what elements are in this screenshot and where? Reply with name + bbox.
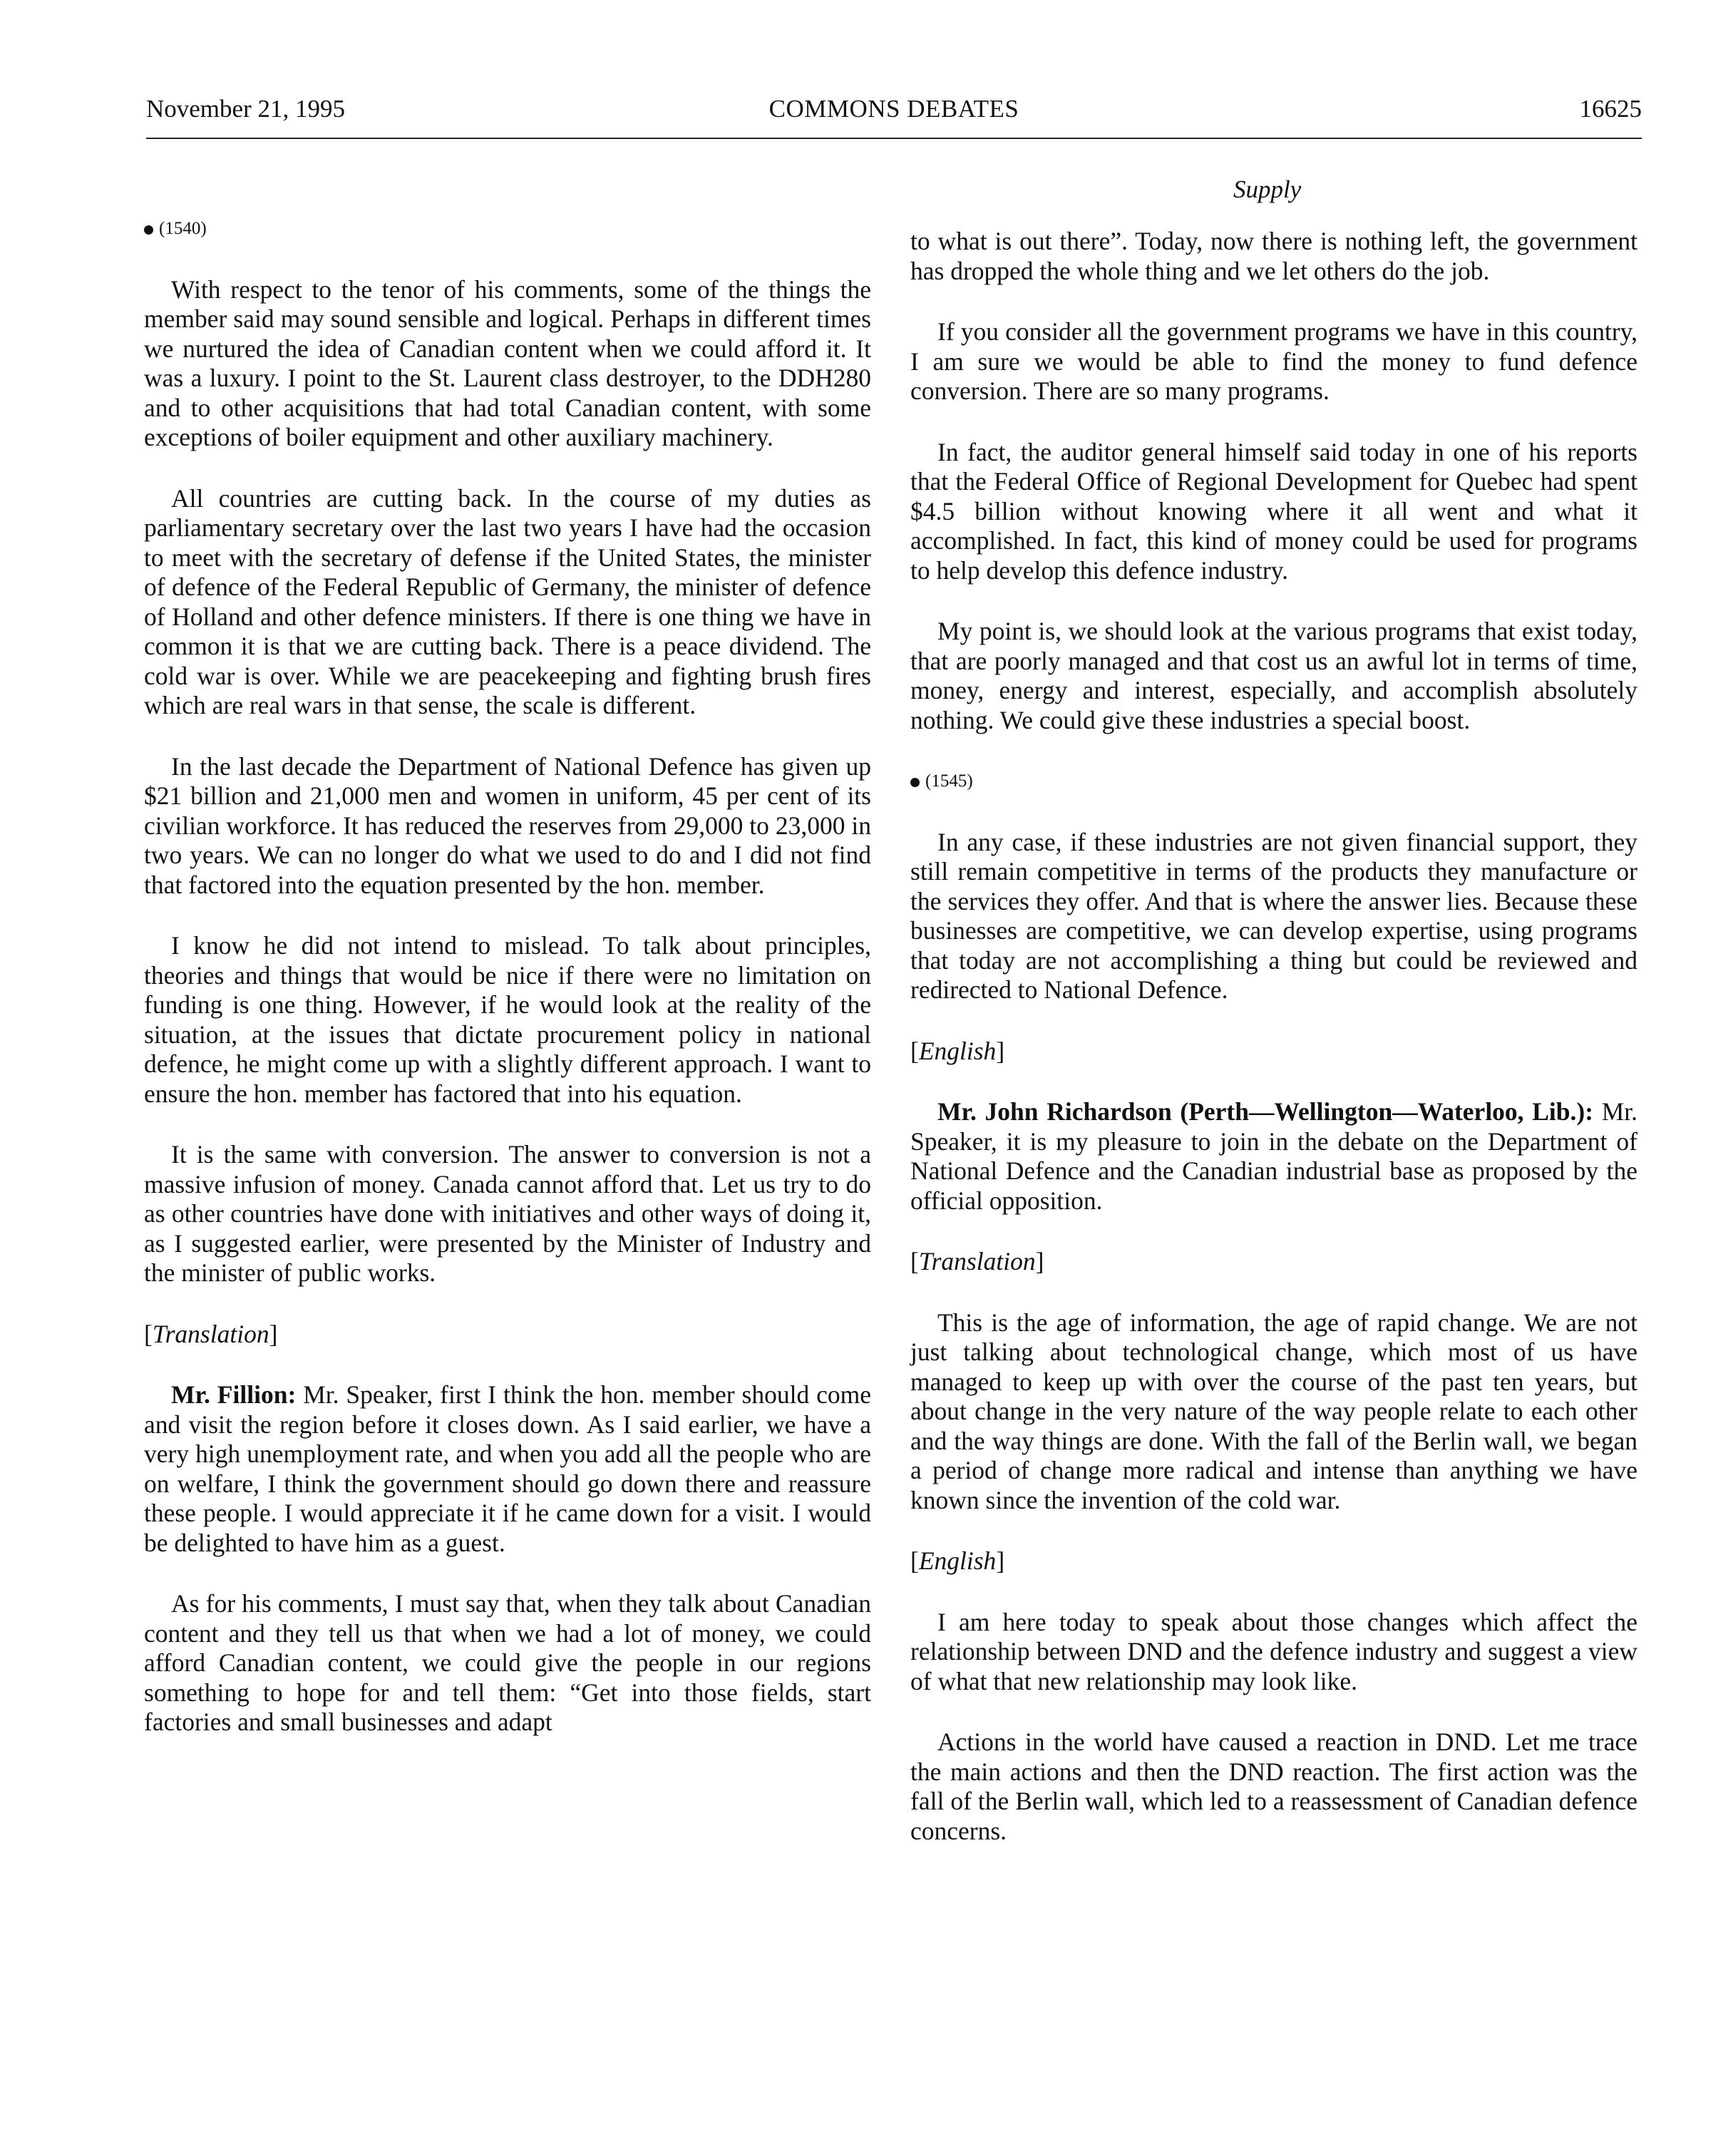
paragraph: In the last decade the Department of National Defence has given up $21 billion and 21,000 men and women in uniform, 45 per cent of its civilian workforce. It has reduced the reserves from 29,000 to 23,000 in two years. We can no longer do what we used to do and I did not find that factored into the equation presented by the hon. member.: [144, 751, 871, 899]
time-marker: [144, 214, 871, 244]
speech-paragraph: [144, 1380, 871, 1558]
language-note: [Translation]: [144, 1319, 278, 1348]
language-note: [Translation]: [910, 1247, 1044, 1275]
language-note: [English]: [910, 1546, 1005, 1575]
language-note: [English]: [910, 1036, 1005, 1065]
language-note-text: English: [918, 1036, 997, 1065]
language-note-text: Translation: [152, 1319, 269, 1348]
page-header: [146, 95, 1642, 135]
paragraph-continued: to what is out there”. Today, now there is nothing left, the government has dropped the whole thing and we let others do the job.: [910, 227, 1637, 285]
time-marker-text: (1540): [159, 219, 207, 238]
paragraph: Actions in the world have caused a reaction in DND. Let me trace the main actions and then the DND reaction. The first action was the fall of the Berlin wall, which led to a reassessment of Canadian defence concerns.: [910, 1728, 1637, 1845]
time-marker: [910, 766, 1637, 796]
running-head: Supply: [1233, 175, 1302, 203]
header-rule: [146, 138, 1642, 139]
speech-paragraph: [910, 1097, 1637, 1216]
paragraph: In any case, if these industries are not given financial support, they still remain competitive in terms of the products they manufacture or the services they offer. And that is where the answer lies. Because these businesses are competitive, we can develop expertise, using programs that today are not accomplishing a thing but could be reviewed and redirected to National Defence.: [910, 827, 1637, 1004]
paragraph: With respect to the tenor of his comments, some of the things the member said may sound sensible and logical. Perhaps in different times we nurtured the idea of Canadian content when we could afford it. It was a luxury. I point to the St. Laurent class destroyer, to the DDH280 and to other acquisitions that had total Canadian content, with some exceptions of boiler equipment and other auxiliary machinery.: [144, 274, 871, 451]
time-marker-text: (1545): [925, 771, 973, 791]
paragraph: I am here today to speak about those changes which affect the relationship between DND and the defence industry and suggest a view of what that new relationship may look like.: [910, 1607, 1637, 1695]
left-column: [144, 214, 871, 1769]
paragraph: This is the age of information, the age of rapid change. We are not just talking about technological change, which most of us have managed to keep up with over the course of the past ten years, but about change in the very nature of the way people relate to each other and the way things are done. With the fall of the Berlin wall, we began a period of change more radical and intense than anything we have known since the invention of the cold war.: [910, 1308, 1637, 1514]
paragraph: In fact, the auditor general himself said today in one of his reports that the Federal Office of Regional Development for Quebec had spent $4.5 billion without knowing where it all went and what it accomplished. In fact, this kind of money could be used for programs to help develop this defence industry.: [910, 437, 1637, 585]
paragraph: It is the same with conversion. The answer to conversion is not a massive infusion of money. Canada cannot afford that. Let us try to do as other countries have done with initiatives and other ways of doing it, as I suggested earlier, were presented by the Minister of Industry and the minister of public works.: [144, 1140, 871, 1287]
paragraph: My point is, we should look at the various programs that exist today, that are poorly managed and that cost us an awful lot in terms of time, money, energy and interest, especially, and accomplish absolutely nothing. We could give these industries a special boost.: [910, 617, 1637, 734]
language-note-text: English: [918, 1546, 997, 1575]
right-column: [910, 227, 1637, 1877]
speech-text: Mr. Speaker, first I think the hon. member should come and visit the region before it closes down. As I said earlier, we have a very high unemployment rate, and when you add all the people who are on welfare, I think the government should go down there and reassure these people. I would appreciate it if he came down for a visit. I would be delighted to have him as a guest.: [144, 1380, 871, 1557]
header-date: November 21, 1995: [146, 95, 345, 123]
header-title: COMMONS DEBATES: [768, 95, 1019, 123]
language-note-text: Translation: [918, 1247, 1036, 1275]
bullet-icon: [910, 778, 920, 787]
paragraph: All countries are cutting back. In the course of my duties as parliamentary secretary over the last two years I have had the occasion to meet with the secretary of defense if the United States, the minister of defence of the Federal Republic of Germany, the minister of defence of Holland and other defence ministers. If there is one thing we have in common it is that we are cutting back. There is a peace dividend. The cold war is over. While we are peacekeeping and fighting brush fires which are real wars in that sense, the scale is different.: [144, 483, 871, 719]
speech-text: Mr. Speaker, it is my pleasure to join in the debate on the Department of National Defence and the Canadian industrial base as proposed by the official opposition.: [910, 1097, 1638, 1215]
paragraph: If you consider all the government programs we have in this country, I am sure we would be able to find the money to fund defence conversion. There are so many programs.: [910, 317, 1637, 405]
header-page-number: 16625: [1579, 95, 1642, 123]
bullet-icon: [144, 225, 153, 235]
paragraph: As for his comments, I must say that, when they talk about Canadian content and they tell us that when we had a lot of money, we could afford Canadian content, we could give the people in our regions something to hope for and tell them: “Get into those fields, start factories and small businesses and adapt: [144, 1589, 871, 1736]
paragraph: I know he did not intend to mislead. To talk about principles, theories and things that would be nice if there were no limitation on funding is one thing. However, if he would look at the reality of the situation, at the issues that dictate procurement policy in national defence, he might come up with a slightly different approach. I want to ensure the hon. member has factored that into his equation.: [144, 931, 871, 1108]
speaker-name: Mr. John Richardson (Perth—Wellington—Waterloo, Lib.):: [937, 1097, 1594, 1126]
speaker-name: Mr. Fillion:: [171, 1380, 297, 1409]
